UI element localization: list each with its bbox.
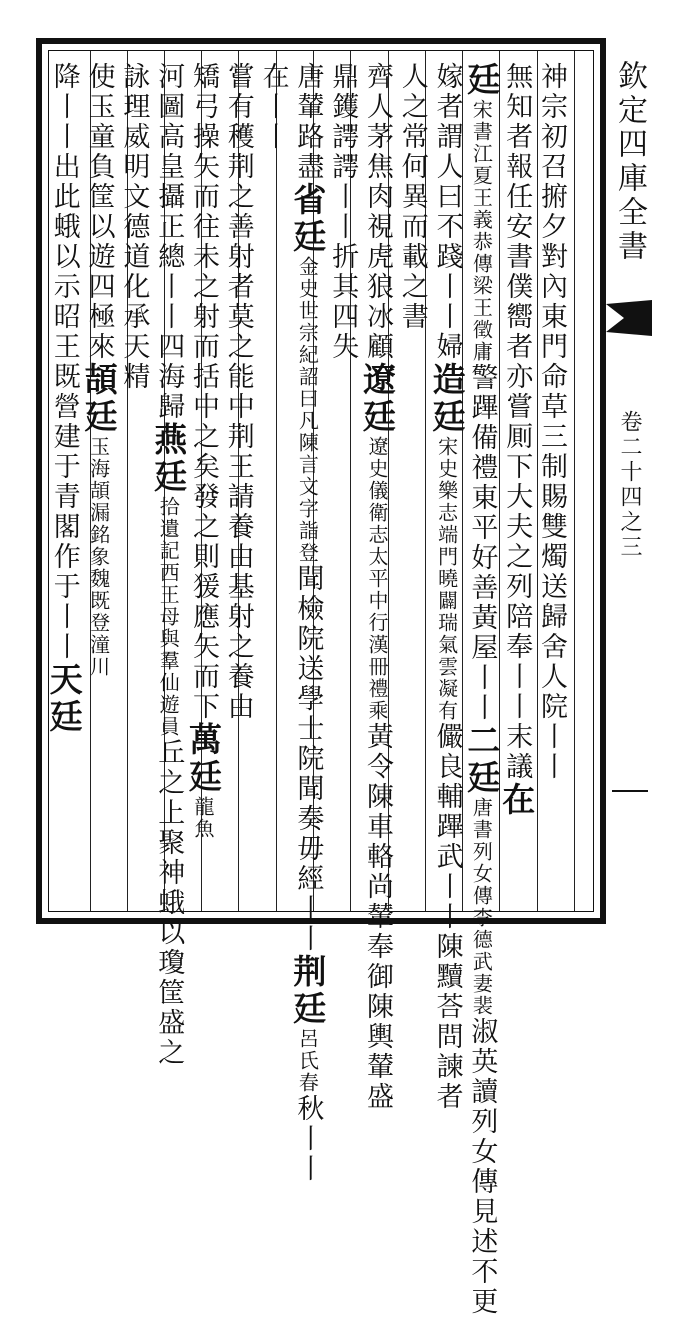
text-segment: 詠理威明文德道化承天精 — [118, 62, 150, 392]
text-segment: 在丨丨 — [257, 62, 289, 152]
text-column — [183, 62, 225, 902]
text-segment: 頡廷 — [79, 362, 119, 436]
text-segment: 齊人茅焦肉視虎狼冰顧 — [361, 62, 393, 362]
text-segment: 省廷 — [288, 182, 328, 256]
text-segment: 秋丨丨 — [292, 1094, 324, 1184]
text-segment: 使玉童負筐以遊四極來 — [83, 62, 115, 362]
column-rule — [574, 51, 575, 911]
text-segment: 神宗初召捬夕對內東門命草三制賜雙燭送歸舍人院丨丨 — [535, 62, 567, 782]
text-segment: 遼廷 — [357, 362, 397, 436]
text-segment: 無知者報任安書僕嚮者亦嘗厠下大夫之列陪奉丨丨末議 — [501, 62, 533, 782]
text-column — [44, 62, 86, 902]
text-column — [149, 62, 190, 1068]
text-segment: 既營建于青閣作于丨丨 — [48, 362, 80, 662]
text-segment: 拾遺記西王母與羣仙遊員 — [156, 496, 181, 738]
margin-volume: 卷二十四之三 — [617, 410, 642, 560]
fishtail-mark — [606, 300, 652, 336]
text-column — [79, 62, 121, 902]
text-segment: 聞檢院送學士院聞奏毋經丨丨 — [292, 564, 324, 954]
text-segment: 警蹕備禮東平好善黃屋丨丨 — [466, 363, 498, 723]
text-segment: 萬廷 — [183, 722, 223, 796]
text-segment: 天廷 — [44, 662, 84, 736]
text-segment: 黃令陳車輅尚輦奉御陳輿輦盛 — [361, 722, 393, 1112]
text-segment: 宋史樂志端門曉闢瑞氣雲凝有 — [434, 436, 459, 722]
text-segment: 在 — [497, 782, 537, 819]
text-column — [396, 62, 434, 902]
text-column — [288, 62, 330, 1184]
text-segment: 呂氏春 — [295, 1028, 320, 1094]
text-segment: 宋書江夏王義恭傳梁王徵庸 — [469, 99, 494, 363]
text-segment: 矯弓操矢而往未之射而括中之矣發之則猨應矢而下 — [187, 62, 219, 722]
text-column — [497, 62, 538, 902]
text-segment: 二廷 — [462, 723, 502, 797]
text-column — [357, 62, 399, 1112]
text-segment: 人之常何異而載之書 — [396, 62, 428, 332]
text-segment: 丘之上聚神蛾以瓊筐盛之 — [153, 738, 185, 1068]
text-segment: 儼良輔蹕武丨丨陳黷荅問諫者 — [431, 722, 463, 1112]
text-segment: 唐輦路盡 — [292, 62, 324, 182]
text-segment: 龍魚 — [190, 796, 215, 840]
text-segment: 嫁者謂人曰不踐丨丨婦 — [431, 62, 463, 362]
text-column — [257, 62, 295, 902]
text-column — [462, 62, 504, 1317]
text-column — [427, 62, 469, 1112]
text-segment: 玉海頡漏銘象魏既登潼川 — [86, 436, 111, 678]
text-segment: 淑英讀列女傳見述不更 — [466, 1017, 498, 1317]
text-segment: 鼎鑊諤諤丨丨折其四失 — [327, 62, 359, 362]
text-segment: 荆廷 — [288, 954, 328, 1028]
text-segment: 金史世宗紀詔曰凡陳言文字詣登 — [295, 256, 320, 564]
margin-title: 欽定四庫全書 — [612, 60, 647, 264]
text-segment: 嘗有穫荆之善射者莫之能中荆王請養由基射之養由 — [222, 62, 254, 722]
margin-rule — [612, 790, 648, 792]
text-segment: 燕廷 — [149, 422, 189, 496]
text-column — [535, 62, 573, 902]
text-segment: 廷 — [462, 62, 502, 99]
text-segment: 降丨丨出此蛾以示昭王 — [48, 62, 80, 362]
text-segment: 造廷 — [427, 362, 467, 436]
text-segment: 唐書列女傳李德武妻裴 — [469, 797, 494, 1017]
text-segment: 河圖高皇攝正總丨丨四海歸 — [153, 62, 185, 422]
text-column — [222, 62, 260, 902]
text-column — [327, 62, 364, 902]
text-segment: 遼史儀衛志太平中行漢冊禮乘 — [364, 436, 389, 722]
text-column — [118, 62, 156, 902]
